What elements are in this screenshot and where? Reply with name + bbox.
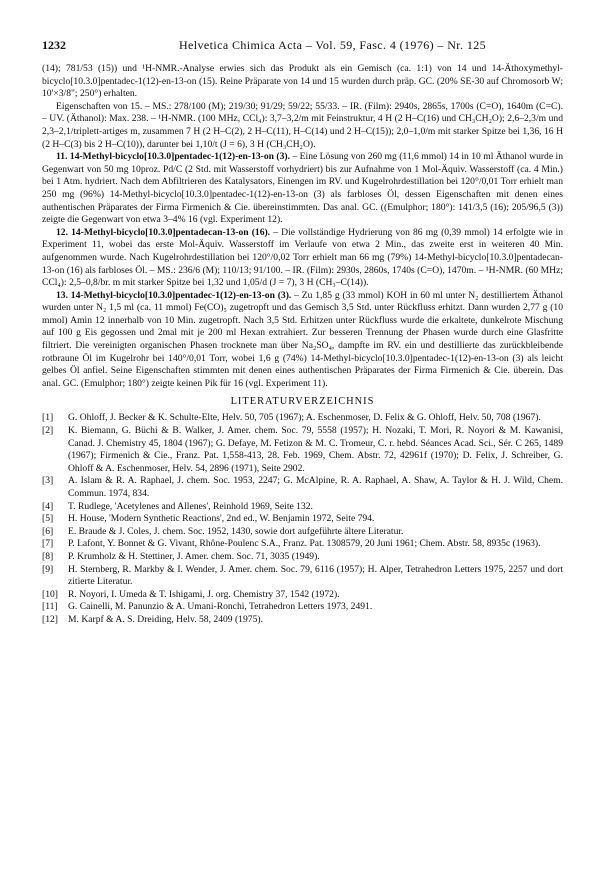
reference-list <box>42 412 563 626</box>
experiment-13-text: – Zu 1,85 g (33 mmol) KOH in 60 ml unter N₂ destilliertem Äthanol wurden unter N₂ 1,5 ml (ca. 11 mmol) Fe(CO)₅ zugetropft und das Gemisch 3,5 Std. unter Rückfluss erhitzt. Dann wurden 2,77 g (10 mmol) Amin 12 innerhalb von 10 Min. zugetropft. Nach 3,5 Std. Erhitzen unter Rückfluss wurde die erkaltete, dunkelrote Mischung auf 100 g Eis gegossen und 2mal mit je 200 ml Hexan extrahiert. Zur besseren Trennung der Phasen wurde durch eine Glasfritte filtriert. Die vereinigten organischen Phasen trocknete man über Na₂SO₄, dampfte im RV. ein und destillierte das zurückbleibende rotbraune Öl im Kugelrohr bei 140°/0,01 Torr, wobei 1,6 g (74%) 14-Methyl-bicyclo[10.3.0]pentadec-1(12)-en-13-on (3) als leicht gelbes Öl anfiel. Seine Eigenschaften stimmten mit denen eines authentischen Präparates der Firma Firmenich & Cie. überein. Das anal. GC. (Emulphor; 180°) zeigte keinen Pik für 16 (vgl. Experiment 11). <box>42 289 563 389</box>
running-title: Helvetica Chimica Acta – Vol. 59, Fasc. 4 (1976) – Nr. 125 <box>178 38 487 52</box>
reference-item: [7] P. Lafont, Y. Bonnet & G. Vivant, Rhône-Poulenc S.A., Franz. Pat. 1308579, 20 Juni 1961; Chem. Abstr. 58, 8935c (1963). <box>42 538 541 550</box>
experiment-13 <box>42 290 563 391</box>
reference-item: [10] R. Noyori, I. Umeda & T. Ishigami, J. org. Chemistry 37, 1542 (1972). <box>42 588 340 600</box>
reference-item: [8] P. Krumholz & H. Stettiner, J. Amer. chem. Soc. 71, 3035 (1949). <box>42 550 320 562</box>
experiment-11 <box>42 151 563 227</box>
page-header <box>42 38 563 53</box>
experiment-12 <box>42 227 563 290</box>
reference-item: [1] G. Ohloff, J. Becker & K. Schulte-Elte, Helv. 50, 705 (1967); A. Eschenmoser, D. Felix & G. Ohloff, Helv. 50, 708 (1967). <box>42 412 541 424</box>
experiment-11-heading: 11. 14-Methyl-bicyclo[10.3.0]pentadec-1(12)-en-13-on (3). <box>56 151 291 163</box>
page-number: 1232 <box>42 38 66 52</box>
paragraph-properties-15: Eigenschaften von 15. – MS.: 278/100 (M); 219/30; 91/29; 59/22; 55/33. – IR. (Film): 2940s, 2865s, 1700s (C=O), 1640m (C=C). – UV. (Äthanol): Max. 238. – ¹H-NMR. (100 MHz, CCl₄): 3,7–3,2/m mit Feinstruktur, 4 H (2 H–C(16) und CH₃CH₂O); 2,6–2,3/m und 2,3–2,1/triplett-artiges m, zusammen 7 H (2 H–C(2), 2 H–C(11), H–C(14) und 2 H–C(15)); 2,0–1,0/m mit starker Spitze bei 1,36, 16 H (2 H–C(3) bis 2 H–C(10)), darunter bei 1,10/t (J = 6), 3 H (CH₃CH₂O). <box>42 100 563 150</box>
reference-item: [6] E. Braude & J. Coles, J. chem. Soc. 1952, 1430, sowie dort aufgeführte ältere Literatur. <box>42 525 404 537</box>
article-body <box>42 63 563 390</box>
reference-item: [12] M. Karpf & A. S. Dreiding, Helv. 58, 2409 (1975). <box>42 613 263 625</box>
reference-item: [9] H. Sternberg, R. Markby & I. Wender, J. Amer. chem. Soc. 79, 6116 (1957); H. Alper, Tetrahedron Letters 1975, 2257 und dort zitierte Literatur. <box>42 563 563 588</box>
references-title: LITERATURVERZEICHNIS <box>230 396 375 408</box>
reference-item: [11] G. Cainelli, M. Panunzio & A. Umani-Ronchi, Tetrahedron Letters 1973, 2491. <box>42 601 373 613</box>
experiment-12-heading: 12. 14-Methyl-bicyclo[10.3.0]pentadecan-13-on (16). <box>56 226 271 238</box>
reference-item: [4] T. Rudlege, 'Acetylenes and Allenes', Reinhold 1969, Seite 132. <box>42 500 313 512</box>
reference-item: [2] K. Biemann, G. Büchi & B. Walker, J. Amer. chem. Soc. 79, 5558 (1957); H. Nozaki, T. Mori, R. Noyori & M. Kawanisi, Canad. J. Chemistry 45, 1804 (1967); G. Defaye, M. Fetizon & M. C. Tromeur, C. r. hebd. Séances Acad. Sci., Sér. C 265, 1489 (1967); Firmenich & Cie., Franz. Pat. 1,558-413, 28. Feb. 1969, Chem. Abstr. 72, 42961f (1970); D. Felix, J. Schreiber, G. Ohloff & A. Eschenmoser, Helv. 54, 2896 (1971), Seite 2902. <box>42 425 563 474</box>
paragraph-continuation: (14); 781/53 (15)) und ¹H-NMR.-Analyse erwies sich das Produkt als ein Gemisch (ca. 1:1) von 14 und 14-Äthoxymethyl-bicyclo[10.3.0]pentadec-1(12)-en-13-on (15). Reine Präparate von 14 und 15 wurden durch präp. GC. (20% SE-30 auf Chromosorb W; 10'×3/8"; 250°) erhalten. <box>42 63 563 100</box>
experiment-12-text: – Die vollständige Hydrierung von 86 mg (0,39 mmol) 14 erfolgte wie in Experiment 11, wobei das erste Mol-Äquiv. Wasserstoff im Verlaufe von etwa 2 Min., das zweite erst in weiteren 40 Min. aufgenommen wurde. Nach Kugelrohrdestillation bei 120°/0,02 Torr erhielt man 66 mg (79%) 14-Methyl-bicyclo[10.3.0]pentadecan-13-on (16) als farbloses Öl. – MS.: 236/6 (M); 110/13; 91/100. – IR. (Film): 2930s, 2860s, 1740s (C=O), 1470m. – ¹H-NMR. (60 MHz; CCl₄): 2,5–0,8/br. m mit starker Spitze bei 1,32 und 1,05/d (J = 7), 3 H (CH₃–C(14)). <box>42 226 564 289</box>
journal-page <box>42 38 563 627</box>
experiment-11-text: – Eine Lösung von 260 mg (11,6 mmol) 14 in 10 ml Äthanol wurde in Gegenwart von 50 mg 10proz. Pd/C (2 Std. mit Wasserstoff vorhydriert) bis zur Aufnahme von 1 Mol-Äquiv. Wasserstoff (ca. 4 Min.) bei 1 Atm. hydriert. Nach dem Abfiltrieren des Katalysators, Einengen im RV. und Kugelrohrdestillation bei 120°/0,01 Torr erhielt man 250 mg (96%) 14-Methyl-bicyclo[10.3.0]pentadec-1(12)-en-13-on (3) als farbloses Öl, dessen Eigenschaften mit denen eines authentischen Präparates der Firma Firmenich & Cie. übereinstimmten. Das anal. GC. ((Emulphor; 180°): 141/3,5 (16); 205/96,5 (3)) zeigte die Gegenwart von etwa 3–4% 16 (vgl. Experiment 12). <box>42 151 564 226</box>
experiment-13-heading: 13. 14-Methyl-bicyclo[10.3.0]pentadec-1(12)-en-13-on (3). <box>56 289 292 301</box>
reference-item: [3] A. Islam & R. A. Raphael, J. chem. Soc. 1953, 2247; G. McAlpine, R. A. Raphael, A. Shaw, A. Taylor & H. J. Wild, Chem. Commun. 1974, 834. <box>42 475 563 499</box>
reference-item: [5] H. House, 'Modern Synthetic Reactions', 2nd ed., W. Benjamin 1972, Seite 794. <box>42 513 375 525</box>
